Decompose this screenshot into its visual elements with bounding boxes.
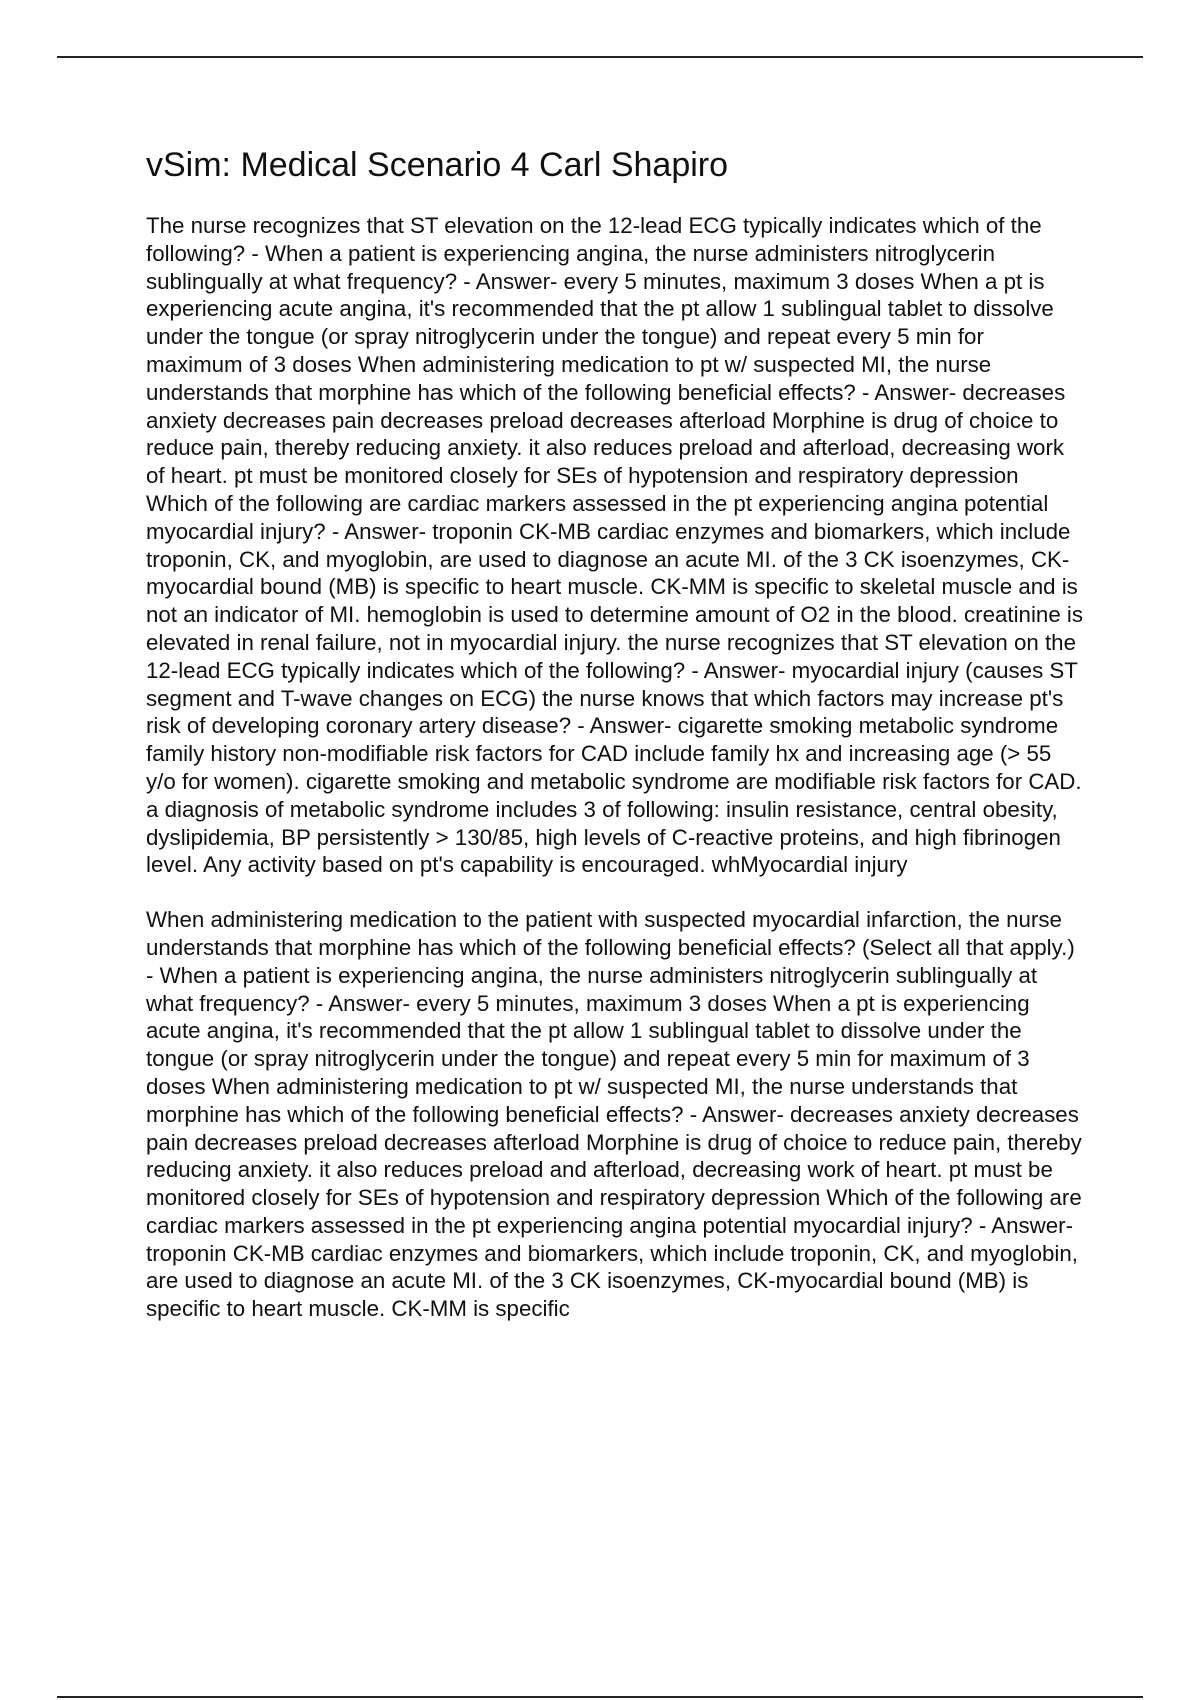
document-title: vSim: Medical Scenario 4 Carl Shapiro	[146, 146, 729, 184]
document-page	[146, 140, 1086, 1323]
bottom-divider	[57, 1696, 1143, 1698]
top-divider	[57, 56, 1143, 58]
body-paragraph-1: The nurse recognizes that ST elevation on the 12-lead ECG typically indicates which of the following? - When a patient is experiencing angina, the nurse administers nitroglycerin sublingually at what frequency? - Answer- every 5 minutes, maximum 3 doses When a pt is experiencing acute angina, it's recommended that the pt allow 1 sublingual tablet to dissolve under the tongue (or spray nitroglycerin under the tongue) and repeat every 5 min for maximum of 3 doses When administering medication to pt w/ suspected MI, the nurse understands that morphine has which of the following beneficial effects? - Answer- decreases anxiety decreases pain decreases preload decreases afterload Morphine is drug of choice to reduce pain, thereby reducing anxiety. it also reduces preload and afterload, decreasing work of heart. pt must be monitored closely for SEs of hypotension and respiratory depression Which of the following are cardiac markers assessed in the pt experiencing angina potential myocardial injury? - Answer- troponin CK-MB cardiac enzymes and biomarkers, which include troponin, CK, and myoglobin, are used to diagnose an acute MI. of the 3 CK isoenzymes, CK-myocardial bound (MB) is specific to heart muscle. CK-MM is specific to skeletal muscle and is not an indicator of MI. hemoglobin is used to determine amount of O2 in the blood. creatinine is elevated in renal failure, not in myocardial injury. the nurse recognizes that ST elevation on the 12-lead ECG typically indicates which of the following? - Answer- myocardial injury (causes ST segment and T-wave changes on ECG) the nurse knows that which factors may increase pt's risk of developing coronary artery disease? - Answer- cigarette smoking metabolic syndrome family history non-modifiable risk factors for CAD include family hx and increasing age (> 55 y/o for women). cigarette smoking and metabolic syndrome are modifiable risk factors for CAD. a diagnosis of metabolic syndrome includes 3 of following: insulin resistance, central obesity, dyslipidemia, BP persistently > 130/85, high levels of C-reactive proteins, and high fibrinogen level. Any activity based on pt's capability is encouraged. whMyocardial injury	[146, 213, 1084, 878]
body-paragraph-2: When administering medication to the patient with suspected myocardial infarction, the nurse understands that morphine has which of the following beneficial effects? (Select all that apply.) - When a patient is experiencing angina, the nurse administers nitroglycerin sublingually at what frequency? - Answer- every 5 minutes, maximum 3 doses When a pt is experiencing acute angina, it's recommended that the pt allow 1 sublingual tablet to dissolve under the tongue (or spray nitroglycerin under the tongue) and repeat every 5 min for maximum of 3 doses When administering medication to pt w/ suspected MI, the nurse understands that morphine has which of the following beneficial effects? - Answer- decreases anxiety decreases pain decreases preload decreases afterload Morphine is drug of choice to reduce pain, thereby reducing anxiety. it also reduces preload and afterload, decreasing work of heart. pt must be monitored closely for SEs of hypotension and respiratory depression Which of the following are cardiac markers assessed in the pt experiencing angina potential myocardial injury? - Answer- troponin CK-MB cardiac enzymes and biomarkers, which include troponin, CK, and myoglobin, are used to diagnose an acute MI. of the 3 CK isoenzymes, CK-myocardial bound (MB) is specific to heart muscle. CK-MM is specific	[146, 907, 1082, 1322]
